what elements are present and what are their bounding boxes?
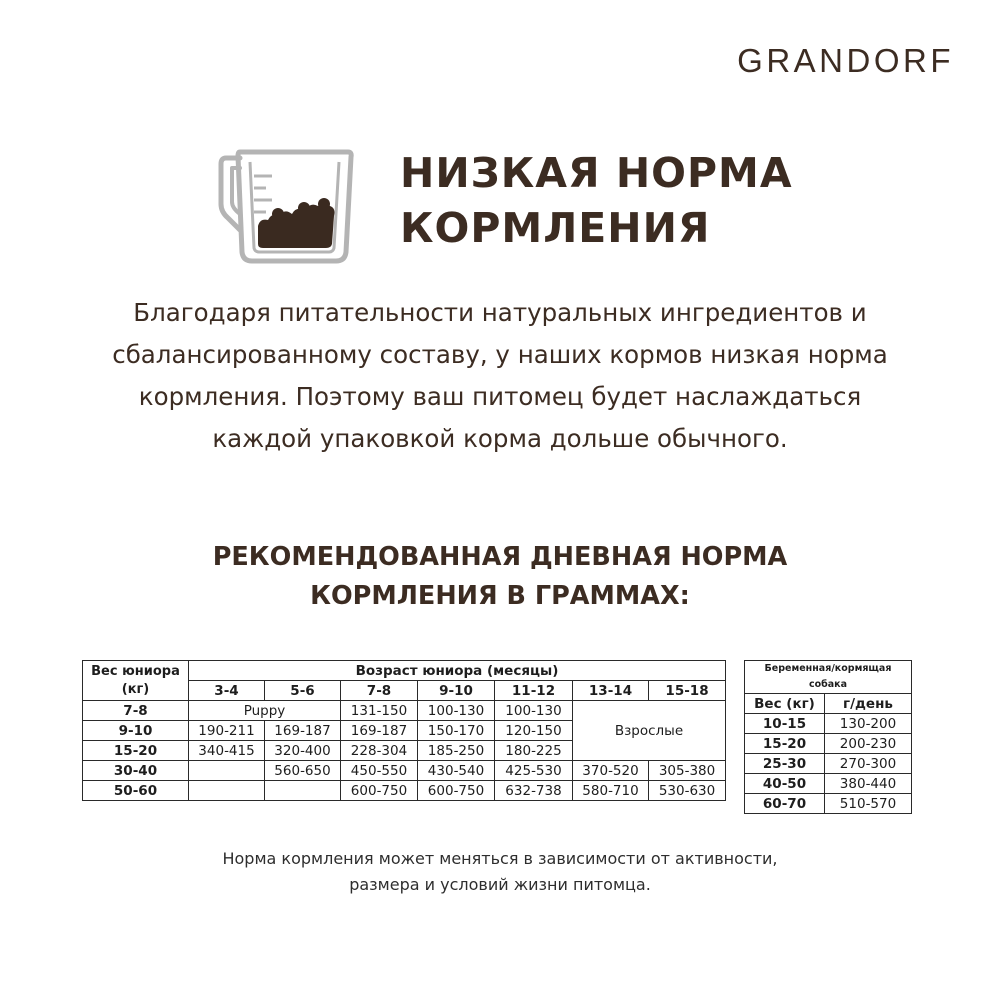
table-title [100, 538, 900, 616]
pregnant-table-title: Беременная/кормящая собака [745, 661, 912, 694]
table-cell: 510-570 [825, 794, 912, 814]
age-header-cell: 3-4 [189, 681, 265, 701]
pregnant-weight-header: Вес (кг) [745, 694, 825, 714]
headline-line-2: КОРМЛЕНИЯ [400, 204, 711, 252]
table-cell: 425-530 [495, 761, 573, 781]
table-cell: 560-650 [265, 761, 341, 781]
table-cell: 370-520 [573, 761, 649, 781]
table-row [83, 701, 726, 721]
table-cell: 169-187 [341, 721, 418, 741]
weight-column-header: Вес юниора (кг) [83, 661, 189, 701]
weight-cell: 9-10 [83, 721, 189, 741]
weight-cell: 25-30 [745, 754, 825, 774]
table-cell: 120-150 [495, 721, 573, 741]
table-cell: 180-225 [495, 741, 573, 761]
table-cell: 305-380 [649, 761, 726, 781]
table-cell: 130-200 [825, 714, 912, 734]
table-cell: 169-187 [265, 721, 341, 741]
table-cell: 150-170 [418, 721, 495, 741]
table-cell: 340-415 [189, 741, 265, 761]
headline [400, 146, 793, 256]
age-column-header: Возраст юниора (месяцы) [189, 661, 726, 681]
table-cell [265, 781, 341, 801]
weight-cell: 60-70 [745, 794, 825, 814]
pregnant-feeding-table [744, 660, 912, 814]
age-header-cell: 5-6 [265, 681, 341, 701]
footnote-line: Норма кормления может меняться в зависимости от активности, [222, 849, 778, 868]
pregnant-amount-header: г/день [825, 694, 912, 714]
table-row [83, 781, 726, 801]
table-cell [189, 781, 265, 801]
weight-cell: 50-60 [83, 781, 189, 801]
brand-logo: GRANDORF [737, 42, 954, 79]
age-header-cell: 9-10 [418, 681, 495, 701]
table-cell: 190-211 [189, 721, 265, 741]
weight-cell: 7-8 [83, 701, 189, 721]
table-cell: 600-750 [341, 781, 418, 801]
table-cell: 100-130 [418, 701, 495, 721]
adult-label: Взрослые [573, 701, 726, 761]
weight-cell: 10-15 [745, 714, 825, 734]
table-row [83, 761, 726, 781]
table-cell [189, 761, 265, 781]
table-row [745, 774, 912, 794]
table-cell: 450-550 [341, 761, 418, 781]
table-cell: 430-540 [418, 761, 495, 781]
age-header-cell: 13-14 [573, 681, 649, 701]
table-title-line-2: КОРМЛЕНИЯ В ГРАММАХ: [310, 581, 690, 611]
table-cell: 228-304 [341, 741, 418, 761]
weight-cell: 40-50 [745, 774, 825, 794]
table-row [745, 754, 912, 774]
table-cell: 131-150 [341, 701, 418, 721]
table-row [745, 714, 912, 734]
table-title-line-1: РЕКОМЕНДОВАННАЯ ДНЕВНАЯ НОРМА [212, 542, 788, 572]
age-header-cell: 15-18 [649, 681, 726, 701]
table-cell: 380-440 [825, 774, 912, 794]
table-cell: 580-710 [573, 781, 649, 801]
puppy-label: Puppy [189, 701, 341, 721]
table-cell: 600-750 [418, 781, 495, 801]
intro-paragraph [60, 292, 940, 460]
intro-line: Благодаря питательности натуральных ингредиентов и [133, 298, 867, 327]
table-row [745, 734, 912, 754]
footnote [100, 846, 900, 898]
table-cell: 632-738 [495, 781, 573, 801]
intro-line: каждой упаковкой корма дольше обычного. [212, 424, 788, 453]
footnote-line: размера и условий жизни питомца. [349, 875, 651, 894]
weight-cell: 30-40 [83, 761, 189, 781]
junior-feeding-table [82, 660, 726, 801]
intro-line: кормления. Поэтому ваш питомец будет наслаждаться [138, 382, 862, 411]
weight-cell: 15-20 [745, 734, 825, 754]
measuring-cup-icon [218, 146, 360, 268]
table-cell: 530-630 [649, 781, 726, 801]
age-header-cell: 11-12 [495, 681, 573, 701]
table-cell: 270-300 [825, 754, 912, 774]
table-cell: 185-250 [418, 741, 495, 761]
table-cell: 200-230 [825, 734, 912, 754]
table-cell: 100-130 [495, 701, 573, 721]
table-cell: 320-400 [265, 741, 341, 761]
weight-cell: 15-20 [83, 741, 189, 761]
table-row [745, 794, 912, 814]
intro-line: сбалансированному составу, у наших кормов низкая норма [112, 340, 888, 369]
headline-line-1: НИЗКАЯ НОРМА [400, 149, 793, 197]
age-header-cell: 7-8 [341, 681, 418, 701]
